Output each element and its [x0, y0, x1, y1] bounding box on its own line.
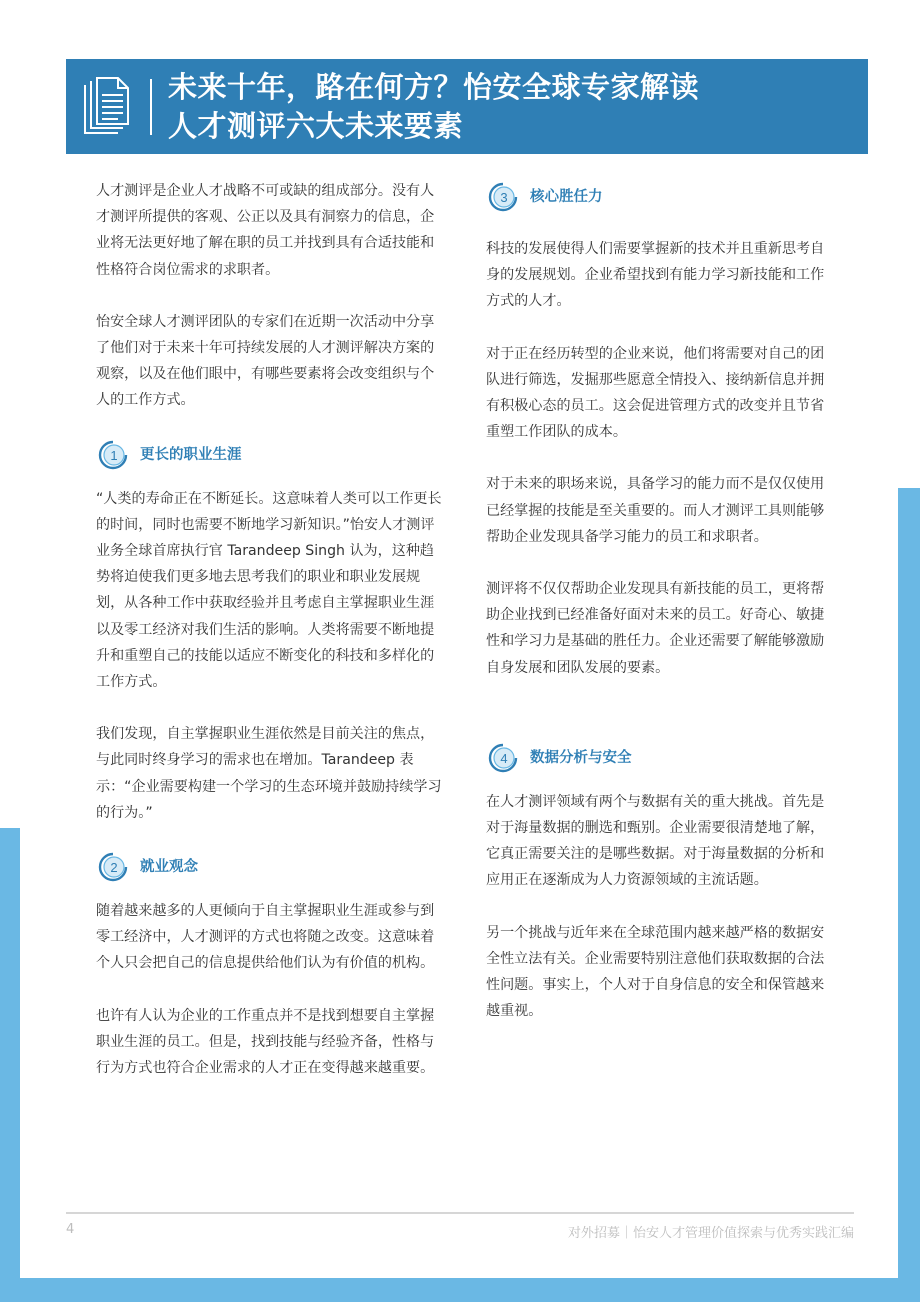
section-2-title: 就业观念: [140, 859, 198, 876]
section-1-paragraph-1: “人类的寿命正在不断延长。这意味着人类可以工作更长的时间，同时也需要不断地学习新知识。”怡安人才测评业务全球首席执行官 Tarandeep Singh 认为，这种趋势将迫使我们更多地去思考我们的职业和职业发展规划，从各种工作中获取经验并且考虑自主掌握职业生涯以及零工经济对我们生活的影响。人类将需要不断地提升和重塑自己的技能以适应不断变化的科技和多样化的工作方式。: [96, 490, 442, 691]
number-badge-icon: [98, 852, 128, 882]
section-4-heading: [486, 739, 838, 777]
decorative-bottom-bar: [0, 1278, 920, 1302]
section-4-title: 数据分析与安全: [530, 749, 632, 766]
number-badge-icon: [98, 440, 128, 470]
page-title-line-2: 人才测评六大未来要素: [168, 109, 464, 143]
section-2-paragraph-1: 随着越来越多的人更倾向于自主掌握职业生涯或参与到零工经济中，人才测评的方式也将随之改变。这意味着个人只会把自己的信息提供给他们认为有价值的机构。: [96, 903, 435, 972]
intro-paragraph-2: 怡安全球人才测评团队的专家们在近期一次活动中分享了他们对于未来十年可持续发展的人才测评解决方案的观察，以及在他们眼中，有哪些要素将会改变组织与个人的工作方式。: [96, 313, 435, 409]
section-1-heading: [96, 436, 448, 474]
section-4-paragraph-1: 在人才测评领域有两个与数据有关的重大挑战。首先是对于海量数据的删选和甄别。企业需要很清楚地了解，它真正需要关注的是哪些数据。对于海量数据的分析和应用正在逐渐成为人力资源领域的主流话题。: [486, 793, 825, 889]
section-3-paragraph-1: 科技的发展使得人们需要掌握新的技术并且重新思考自身的发展规划。企业希望找到有能力学习新技能和工作方式的人才。: [486, 241, 825, 310]
intro-paragraph-1: 人才测评是企业人才战略不可或缺的组成部分。没有人才测评所提供的客观、公正以及具有洞察力的信息，企业将无法更好地了解在职的员工并找到具有合适技能和性格符合岗位需求的求职者。: [96, 183, 435, 278]
decorative-left-bar: [0, 828, 20, 1302]
section-1-title: 更长的职业生涯: [140, 446, 242, 463]
title-divider: [150, 79, 152, 135]
page-number: 4: [66, 1222, 75, 1237]
footer-publication-title: 对外招募｜怡安人才管理价值探索与优秀实践汇编: [567, 1226, 854, 1241]
section-3-paragraph-4: 测评将不仅仅帮助企业发现具有新技能的员工，更将帮助企业找到已经准备好面对未来的员工。好奇心、敏捷性和学习力是基础的胜任力。企业还需要了解能够激励自身发展和团队发展的要素。: [486, 581, 825, 676]
section-3-number: 3: [500, 190, 508, 205]
right-column: [486, 178, 838, 1024]
decorative-right-bar: [898, 488, 920, 1302]
page-title: [168, 68, 858, 146]
left-column: [96, 178, 448, 1081]
section-3-title: 核心胜任力: [530, 189, 603, 205]
section-3-paragraph-2: 对于正在经历转型的企业来说，他们将需要对自己的团队进行筛选，发掘那些愿意全情投入、接纳新信息并拥有积极心态的员工。这会促进管理方式的改变并且节省重塑工作团队的成本。: [486, 345, 825, 441]
document-stack-icon: [82, 77, 130, 135]
section-1-paragraph-2: 我们发现，自主掌握职业生涯依然是目前关注的焦点，与此同时终身学习的需求也在增加。Tarandeep 表示：“企业需要构建一个学习的生态环境并鼓励持续学习的行为。”: [96, 726, 442, 821]
section-4-paragraph-2: 另一个挑战与近年来在全球范围内越来越严格的数据安全性立法有关。企业需要特别注意他们获取数据的合法性问题。事实上，个人对于自身信息的安全和保管越来越重视。: [486, 924, 825, 1020]
number-badge-icon: [488, 182, 518, 212]
section-2-number: 2: [110, 860, 118, 876]
section-3-heading: [486, 178, 838, 216]
footer-divider: [66, 1212, 854, 1214]
section-2-paragraph-2: 也许有人认为企业的工作重点并不是找到想要自主掌握职业生涯的员工。但是，找到技能与经验齐备，性格与行为方式也符合企业需求的人才正在变得越来越重要。: [96, 1007, 435, 1077]
title-banner: [66, 59, 868, 154]
page-title-line-1: 未来十年，路在何方？怡安全球专家解读: [168, 70, 700, 104]
section-4-number: 4: [500, 750, 508, 766]
section-2-heading: [96, 848, 448, 886]
section-1-number: 1: [110, 447, 118, 463]
number-badge-icon: [488, 743, 518, 773]
section-3-paragraph-3: 对于未来的职场来说，具备学习的能力而不是仅仅使用已经掌握的技能是至关重要的。而人才测评工具则能够帮助企业发现具备学习能力的员工和求职者。: [486, 476, 825, 545]
